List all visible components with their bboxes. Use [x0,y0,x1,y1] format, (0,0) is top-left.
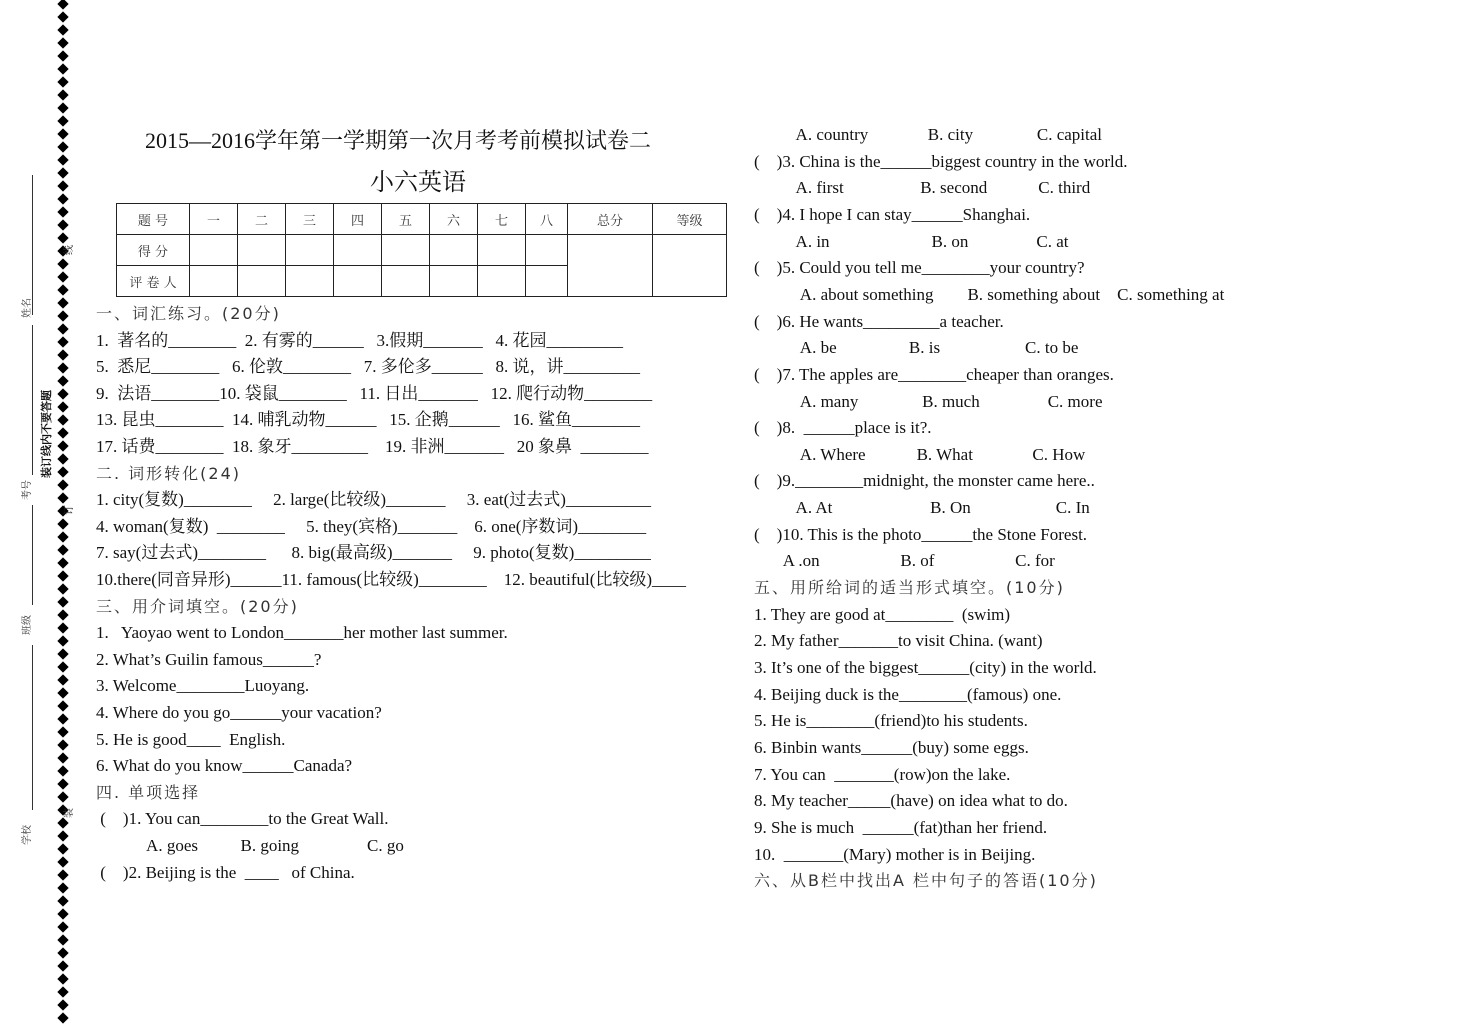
question-line: A. country B. city C. capital [754,125,1102,144]
question-line: 10.there(同音异形)______11. famous(比较级)________ 12. beautiful(比较级)____ [96,570,687,589]
grader-cell [382,266,430,297]
diamond-mark [57,271,68,282]
diamond-mark [57,167,68,178]
total-score-cell [568,235,653,297]
score-header-cell: 题 号 [117,204,190,235]
question-line: ( )7. The apples are________cheaper than oranges. [754,364,1114,384]
grader-cell [478,266,526,297]
section-heading: 三、用介词填空。(20分) [96,596,299,616]
diamond-mark [57,882,68,893]
question-line: ( )10. This is the photo______the Stone Forest. [754,524,1088,544]
diamond-mark [57,141,68,152]
question-line: 7. You can _______(row)on the lake. [754,764,1011,784]
grader-cell [190,266,238,297]
question-line: 3. Welcome________Luoyang. [96,676,310,696]
diamond-mark [57,921,68,932]
question-line: 9. She is much ______(fat)than her friend. [754,817,1048,837]
score-header-cell: 总分 [568,204,653,235]
grader-cell [526,266,568,297]
section-heading: 一、词汇练习。(20分) [96,304,281,323]
score-header-cell: 七 [478,204,526,235]
diamond-mark [57,557,68,568]
question-line: 1. 著名的________ 2. 有雾的______ 3.假期_______ 4. 花园_________ [96,330,623,350]
question-line: 13. 昆虫________ 14. 哺乳动物______ 15. 企鹅______ 16. 鲨鱼________ [96,410,640,430]
question-line: ( )5. Could you tell me________your country? [754,258,1085,278]
diamond-mark [57,180,68,191]
question-line: 10. _______(Mary) mother is in Beijing. [754,844,1036,864]
score-cell [526,235,568,266]
class-label: 班级 [22,615,33,635]
diamond-mark [57,544,68,555]
grader-row-label: 评 卷 人 [117,266,190,297]
question-line: ( )1. You can________to the Great Wall. [96,809,389,829]
diamond-mark [57,206,68,217]
diamond-mark [57,219,68,230]
diamond-mark [57,648,68,659]
diamond-mark [57,778,68,789]
score-header-cell: 五 [382,204,430,235]
question-line: 8. My teacher_____(have) on idea what to do. [754,791,1068,811]
score-header-cell: 八 [526,204,568,235]
diamond-mark [57,713,68,724]
section-heading: 六、从B栏中找出A 栏中句子的答语(10分) [754,871,1098,891]
diamond-mark [57,687,68,698]
diamond-mark [57,609,68,620]
score-cell [430,235,478,266]
question-line: ( )4. I hope I can stay______Shanghai. [754,204,1031,224]
score-header-cell: 四 [334,204,382,235]
diamond-mark [57,869,68,880]
diamond-mark [57,973,68,984]
question-line: 2. My father_______to visit China. (want) [754,631,1043,651]
question-line: A. be B. is C. to be [754,338,1079,358]
diamond-mark [57,726,68,737]
score-row [117,235,727,266]
diamond-mark [57,739,68,750]
diamond-mark [57,661,68,672]
diamond-mark [57,960,68,971]
diamond-mark [57,453,68,464]
diamond-mark [57,310,68,321]
line-label: 线 [64,245,75,255]
diamond-mark [57,908,68,919]
name-label: 姓名 [22,298,33,318]
question-line: 17. 话费________ 18. 象牙_________ 19. 非洲_______ 20 象鼻 ________ [96,437,649,456]
diamond-mark [57,414,68,425]
diamond-mark [57,362,68,373]
diamond-mark [57,531,68,542]
diamond-mark [57,401,68,412]
score-header-cell: 二 [238,204,286,235]
question-line: 4. Where do you go______your vacation? [96,703,382,722]
diamond-mark [57,466,68,477]
diamond-mark [57,765,68,776]
diamond-mark [57,856,68,867]
question-line: 5. 悉尼________ 6. 伦敦________ 7. 多伦多______ 8. 说，讲_________ [96,357,640,377]
question-line: A. about something B. something about C. something at [754,284,1225,304]
diamond-mark [57,895,68,906]
diamond-mark [57,323,68,334]
question-line: A. in B. on C. at [754,231,1069,251]
question-line: A. many B. much C. more [754,391,1103,411]
diamond-mark [57,635,68,646]
question-line: A .on B. of C. for [754,551,1055,571]
diamond-mark [57,440,68,451]
question-line: 9. 法语________10. 袋鼠________ 11. 日出_______ 12. 爬行动物________ [96,383,653,403]
score-header-cell: 三 [286,204,334,235]
class-line [32,505,33,605]
section-heading: 四. 单项选择 [96,782,201,802]
diamond-mark [57,934,68,945]
diamond-mark [57,479,68,490]
name-line [32,175,33,315]
diamond-mark [57,154,68,165]
score-header-cell: 等级 [653,204,727,235]
diamond-mark [57,700,68,711]
diamond-mark [57,115,68,126]
score-cell [190,235,238,266]
diamond-mark [57,817,68,828]
diamond-mark [57,24,68,35]
diamond-mark [57,50,68,61]
diamond-mark [57,518,68,529]
score-cell [286,235,334,266]
score-row-label: 得 分 [117,235,190,266]
diamond-mark [57,999,68,1010]
diamond-mark [57,193,68,204]
score-cell [382,235,430,266]
diamond-mark [57,128,68,139]
question-line: A. goes B. going C. go [96,836,404,855]
grader-cell [334,266,382,297]
question-line: 1. city(复数)________ 2. large(比较级)_______ 3. eat(过去式)__________ [96,490,651,510]
score-header-cell: 六 [430,204,478,235]
question-line: ( )6. He wants_________a teacher. [754,311,1004,331]
exam-title: 2015—2016学年第一学期第一次月考考前模拟试卷二 [145,128,652,153]
diamond-mark [57,492,68,503]
diamond-mark [57,11,68,22]
diamond-mark [57,232,68,243]
diamond-mark [57,986,68,997]
section-heading: 二. 词形转化(24) [96,463,242,483]
score-cell [238,235,286,266]
school-label: 学校 [22,825,33,845]
score-cell [478,235,526,266]
grader-cell [430,266,478,297]
exam-no-label: 考号 [22,480,33,500]
question-line: 1. They are good at________ (swim) [754,604,1011,624]
diamond-mark [57,583,68,594]
diamond-mark [57,37,68,48]
diamond-mark [57,427,68,438]
question-line: 3. It’s one of the biggest______(city) in the world. [754,658,1097,677]
score-header-row [117,204,727,235]
question-line: ( )8. ______place is it?. [754,418,932,438]
binding-notice: 装订线内不要答题 [40,390,53,478]
diamond-mark [57,258,68,269]
diamond-mark [57,674,68,685]
diamond-mark [57,752,68,763]
diamond-mark [57,336,68,347]
question-line: 1. Yaoyao went to London_______her mother last summer. [96,623,508,643]
diamond-mark [57,947,68,958]
diamond-mark [57,349,68,360]
grader-cell [286,266,334,297]
score-header-cell: 一 [190,204,238,235]
diamond-mark [57,388,68,399]
diamond-mark [57,76,68,87]
diamond-mark [57,1012,68,1023]
grade-cell [653,235,727,297]
diamond-mark [57,375,68,386]
diamond-mark [57,63,68,74]
score-cell [334,235,382,266]
question-line: A. first B. second C. third [754,178,1091,198]
diamond-mark [57,570,68,581]
question-line: A. Where B. What C. How [754,444,1086,464]
grader-cell [238,266,286,297]
diamond-mark [57,297,68,308]
question-line: 2. What’s Guilin famous______? [96,649,322,669]
question-line: 4. Beijing duck is the________(famous) one. [754,684,1062,704]
question-line: 6. What do you know______Canada? [96,756,353,776]
diamond-mark [57,622,68,633]
question-line: A. At B. On C. In [754,498,1090,518]
question-line: 4. woman(复数) ________ 5. they(宾格)_______ 6. one(序数词)________ [96,516,647,536]
question-line: ( )2. Beijing is the ____ of China. [96,862,355,882]
diamond-mark [57,0,68,10]
diamond-mark [57,843,68,854]
question-line: ( )9.________midnight, the monster came here.. [754,471,1095,491]
score-table [116,203,727,297]
diamond-mark [57,830,68,841]
question-line: 6. Binbin wants______(buy) some eggs. [754,737,1029,757]
question-line: 5. He is good____ English. [96,729,286,749]
diamond-mark [57,791,68,802]
ding-label: 订 [64,505,75,515]
exam-no-line [32,325,33,475]
school-line [32,645,33,810]
question-line: 7. say(过去式)________ 8. big(最高级)_______ 9. photo(复数)_________ [96,543,651,563]
diamond-mark [57,284,68,295]
diamond-mark [57,596,68,607]
exam-subtitle: 小六英语 [370,168,466,196]
zhuang-label: 装 [64,808,75,818]
diamond-mark [57,102,68,113]
question-line: ( )3. China is the______biggest country in the world. [754,151,1128,171]
section-heading: 五、用所给词的适当形式填空。(10分) [754,578,1065,598]
question-line: 5. He is________(friend)to his students. [754,711,1028,731]
diamond-mark [57,89,68,100]
